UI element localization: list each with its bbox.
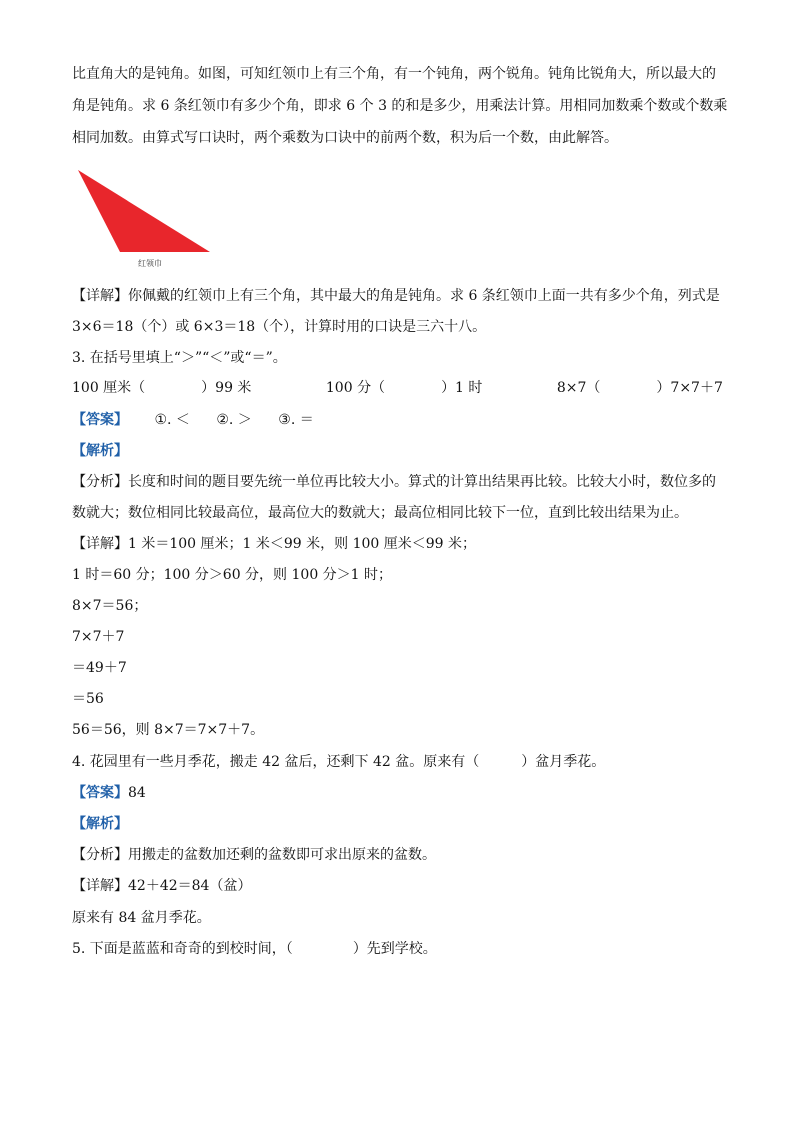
red-scarf-caption: 红领巾	[138, 259, 162, 268]
q3-item-3-right: ）7×7＋7	[656, 380, 723, 396]
detail-label: 【详解】	[72, 288, 128, 304]
q3-detail-line-2: 1 时＝60 分；100 分＞60 分，则 100 分＞1 时；	[72, 567, 393, 583]
q3-fenxi-line-2: 数就大；数位相同比较最高位，最高位大的数就大；最高位相同比较下一位，直到比较出结果为止。	[72, 505, 688, 521]
q2-detail-text-1: 你佩戴的红领巾上有三个角，其中最大的角是钝角。求 6 条红领巾上面一共有多少个角，列式是	[128, 288, 720, 304]
q3-answer-3: ③. ＝	[278, 412, 314, 428]
q3-detail-line-3: 8×7＝56；	[72, 598, 148, 614]
answer-tag: 【答案】	[72, 412, 128, 428]
q3-item-1-right: ）99 米	[201, 380, 252, 396]
q3-answer-1: ①. ＜	[154, 412, 190, 428]
q3-item-2-left: 100 分（	[325, 380, 386, 396]
q3-detail-text-1: 1 米＝100 厘米；1 米＜99 米，则 100 厘米＜99 米；	[128, 536, 477, 552]
q4-title-right: ）盆月季花。	[521, 754, 606, 770]
intro-line-2: 角是钝角。求 6 条红领巾有多少个角，即求 6 个 3 的和是多少，用乘法计算。用相同加数乘个数或个数乘	[72, 98, 728, 114]
q3-answer	[72, 410, 314, 430]
q5-title-right: ）先到学校。	[352, 941, 437, 957]
q3-detail-line-1	[72, 534, 476, 554]
q3-title: 3. 在括号里填上“＞”“＜”或“＝”。	[72, 350, 287, 366]
q3-item-2-right: ）1 时	[441, 380, 483, 396]
q3-fenxi-line-1	[72, 472, 716, 492]
detail-label: 【详解】	[72, 536, 128, 552]
q3-item-1-left: 100 厘米（	[72, 380, 146, 396]
q3-answer-2: ②. ＞	[216, 412, 252, 428]
red-scarf-figure	[78, 168, 218, 268]
q3-detail-line-5: ＝49＋7	[72, 660, 127, 676]
intro-line-1: 比直角大的是钝角。如图，可知红领巾上有三个角，有一个钝角，两个锐角。钝角比锐角大，所以最大的	[72, 66, 716, 82]
fenxi-label: 【分析】	[72, 847, 128, 863]
q3-fenxi-text-1: 长度和时间的题目要先统一单位再比较大小。算式的计算出结果再比较。比较大小时，数位多的	[128, 474, 716, 490]
q3-detail-line-7: 56＝56，则 8×7＝7×7＋7。	[72, 722, 265, 738]
q3-items-row	[72, 378, 723, 398]
fenxi-label: 【分析】	[72, 474, 128, 490]
q4-fenxi-text: 用搬走的盆数加还剩的盆数即可求出原来的盆数。	[128, 847, 436, 863]
q5-title	[72, 939, 437, 959]
q2-detail-line-1	[72, 286, 720, 306]
q4-detail-text: 42＋42＝84（盆）	[128, 878, 252, 894]
intro-line-3: 相同加数。由算式写口诀时，两个乘数为口诀中的前两个数，积为后一个数，由此解答。	[72, 130, 618, 146]
q3-item-3	[557, 380, 723, 396]
q4-conclusion: 原来有 84 盆月季花。	[72, 910, 211, 926]
q3-detail-line-4: 7×7＋7	[72, 629, 125, 645]
q4-answer-value: 84	[128, 785, 146, 801]
q4-detail	[72, 876, 251, 896]
q4-answer	[72, 783, 146, 803]
q4-title-left: 4. 花园里有一些月季花，搬走 42 盆后，还剩下 42 盆。原来有（	[72, 754, 480, 770]
q4-title	[72, 752, 605, 772]
red-scarf-triangle	[78, 170, 210, 252]
q4-fenxi	[72, 845, 436, 865]
q3-item-3-left: 8×7（	[556, 380, 601, 396]
q2-detail-line-2: 3×6＝18（个）或 6×3＝18（个），计算时用的口诀是三六十八。	[72, 319, 487, 335]
answer-tag: 【答案】	[72, 785, 128, 801]
q3-analysis-tag: 【解析】	[72, 443, 128, 459]
q4-analysis-tag: 【解析】	[72, 816, 128, 832]
detail-label: 【详解】	[72, 878, 128, 894]
q3-detail-line-6: ＝56	[72, 691, 104, 707]
q3-item-1	[72, 380, 251, 396]
q5-title-left: 5. 下面是蓝蓝和奇奇的到校时间，（	[72, 941, 293, 957]
q3-item-2	[326, 380, 483, 396]
